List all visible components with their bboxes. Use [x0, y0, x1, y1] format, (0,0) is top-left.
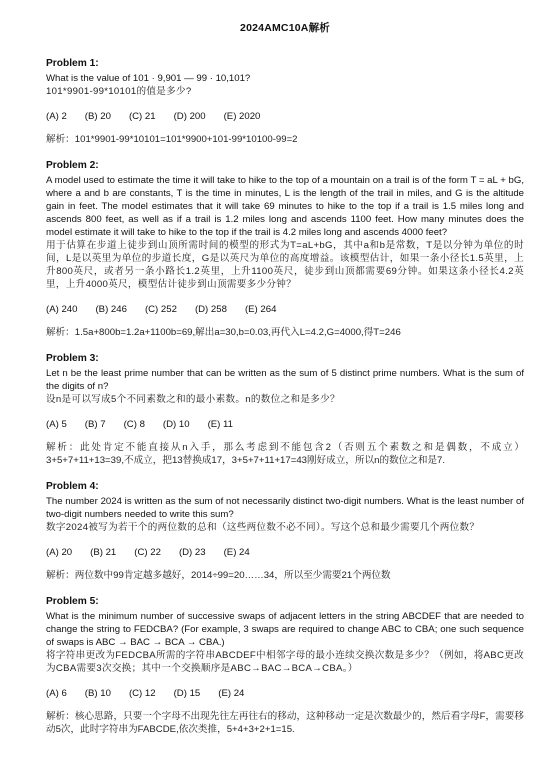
problem-text-chinese: 将字符串更改为FEDCBA所需的字符串ABCDEF中相邻字母的最小连续交换次数是多少？（例如，将ABC更改为CBA需要3次交换；其中一个交换顺序是ABC→BAC→BCA→CBA。）	[46, 650, 525, 674]
answer-choices	[46, 546, 524, 559]
choice-d: (D) 258	[194, 304, 227, 315]
choice-a: (A) 5	[46, 419, 67, 430]
answer-choices	[46, 110, 524, 123]
document-title: 2024AMC10A解析	[240, 22, 330, 34]
answer-choices	[46, 418, 524, 431]
choice-e: (E) 2020	[223, 111, 261, 122]
solution-text: 解析：核心思路，只要一个字母不出现先往左再往右的移动，这种移动一定是次数最少的，然后看字母F，需要移动5次，此时字符串为FABCDE,依次类推，5+4+3+2+1=15.	[46, 711, 524, 735]
choice-d: (D) 10	[162, 419, 190, 430]
choice-d: (D) 15	[173, 688, 201, 699]
choice-e: (E) 264	[244, 304, 277, 315]
problem-text-english: What is the minimum number of successive swaps of adjacent letters in the string ABCDEF that are needed to change the string to FEDCBA? (For example, 3 swaps are required to change ABC to CBA; one such sequence of swaps is ABC → BAC → BCA → CBA.)	[46, 611, 524, 648]
problem-heading: Problem 5:	[46, 596, 99, 607]
problem-1	[46, 57, 524, 146]
answer-choices	[46, 303, 524, 316]
solution-text: 解析：101*9901-99*10101=101*9900+101-99*10100-99=2	[46, 134, 298, 145]
problem-text-english: Let n be the least prime number that can be written as the sum of 5 distinct prime numbers. What is the sum of the digits of n?	[46, 368, 524, 392]
choice-a: (A) 240	[46, 304, 78, 315]
problem-4	[46, 480, 524, 582]
choice-e: (E) 24	[223, 547, 250, 558]
choice-d: (D) 200	[173, 111, 206, 122]
solution-text: 解析：此处肯定不能直接从n入手，那么考虑到不能包含2（否则五个素数之和是偶数，不成立）3+5+7+11+13=39,不成立，把13替换成17，3+5+7+11+17=43刚好成立，所以n的数位之和是7.	[46, 442, 524, 466]
choice-e: (E) 11	[207, 419, 233, 430]
problem-3	[46, 352, 524, 467]
problem-heading: Problem 4:	[46, 481, 99, 492]
choice-b: (B) 246	[95, 304, 127, 315]
problem-text-chinese: 用于估算在步道上徒步到山顶所需时间的模型的形式为T=aL+bG，其中a和b是常数，T是以分钟为单位的时间，L是以英里为单位的步道长度，G是以英尺为单位的高度增益。该模型估计，如果一条小径长1.5英里，上升800英尺，或者另一条小路长1.2英里，上升1100英尺，徒步到山顶都需要69分钟。如果这条小径长4.2英里，上升4000英尺，模型估计徒步到山顶需要多少分钟？	[46, 240, 524, 290]
problem-5	[46, 595, 524, 736]
choice-c: (C) 12	[128, 688, 156, 699]
problem-text-chinese: 设n是可以写成5个不同素数之和的最小素数。n的数位之和是多少？	[46, 394, 340, 405]
choice-b: (B) 10	[84, 688, 111, 699]
problem-text-chinese: 数字2024被写为若干个的两位数的总和（这些两位数不必不同）。写这个总和最少需要几个两位数？	[46, 522, 480, 533]
problem-text-english: A model used to estimate the time it will take to hike to the top of a mountain on a trail is of the form T = aL + bG, where a and b are constants, T is the time in minutes, L is the length of the trail in miles, and G is the altitude gain in feet. The model estimates that it will take 69 minutes to hike to the top if a trail is 1.5 miles long and ascends 800 feet, as well as if a trail is 1.2 miles long and ascends 1100 feet. How many minutes does the model estimate it will take to hike to the top if the trail is 4.2 miles long and ascends 4000 feet?	[46, 175, 524, 238]
choice-e: (E) 24	[218, 688, 245, 699]
answer-choices	[46, 687, 524, 700]
choice-d: (D) 23	[178, 547, 206, 558]
problem-heading: Problem 2:	[46, 160, 99, 171]
choice-c: (C) 21	[128, 111, 156, 122]
choice-c: (C) 8	[123, 419, 145, 430]
choice-b: (B) 20	[84, 111, 111, 122]
problem-text-english: What is the value of 101 · 9,901 — 99 · 10,101?	[46, 73, 251, 84]
problem-heading: Problem 3:	[46, 353, 99, 364]
choice-c: (C) 22	[134, 547, 161, 558]
choice-b: (B) 21	[90, 547, 117, 558]
choice-a: (A) 2	[46, 111, 67, 122]
choice-b: (B) 7	[84, 419, 106, 430]
problem-text-chinese: 101*9901-99*10101的值是多少?	[46, 86, 192, 97]
problem-heading: Problem 1:	[46, 58, 99, 69]
problem-2	[46, 159, 524, 339]
solution-text: 解析：两位数中99肯定越多越好，2014÷99=20……34，所以至少需要21个两位数	[46, 570, 391, 581]
choice-a: (A) 6	[46, 688, 67, 699]
solution-text: 解析：1.5a+800b=1.2a+1100b=69,解出a=30,b=0.03,再代入L=4.2,G=4000,得T=246	[46, 327, 401, 338]
problem-text-english: The number 2024 is written as the sum of not necessarily distinct two-digit numbers. What is the least number of two-digit numbers needed to write this sum?	[46, 496, 524, 520]
choice-a: (A) 20	[46, 547, 73, 558]
choice-c: (C) 252	[144, 304, 177, 315]
